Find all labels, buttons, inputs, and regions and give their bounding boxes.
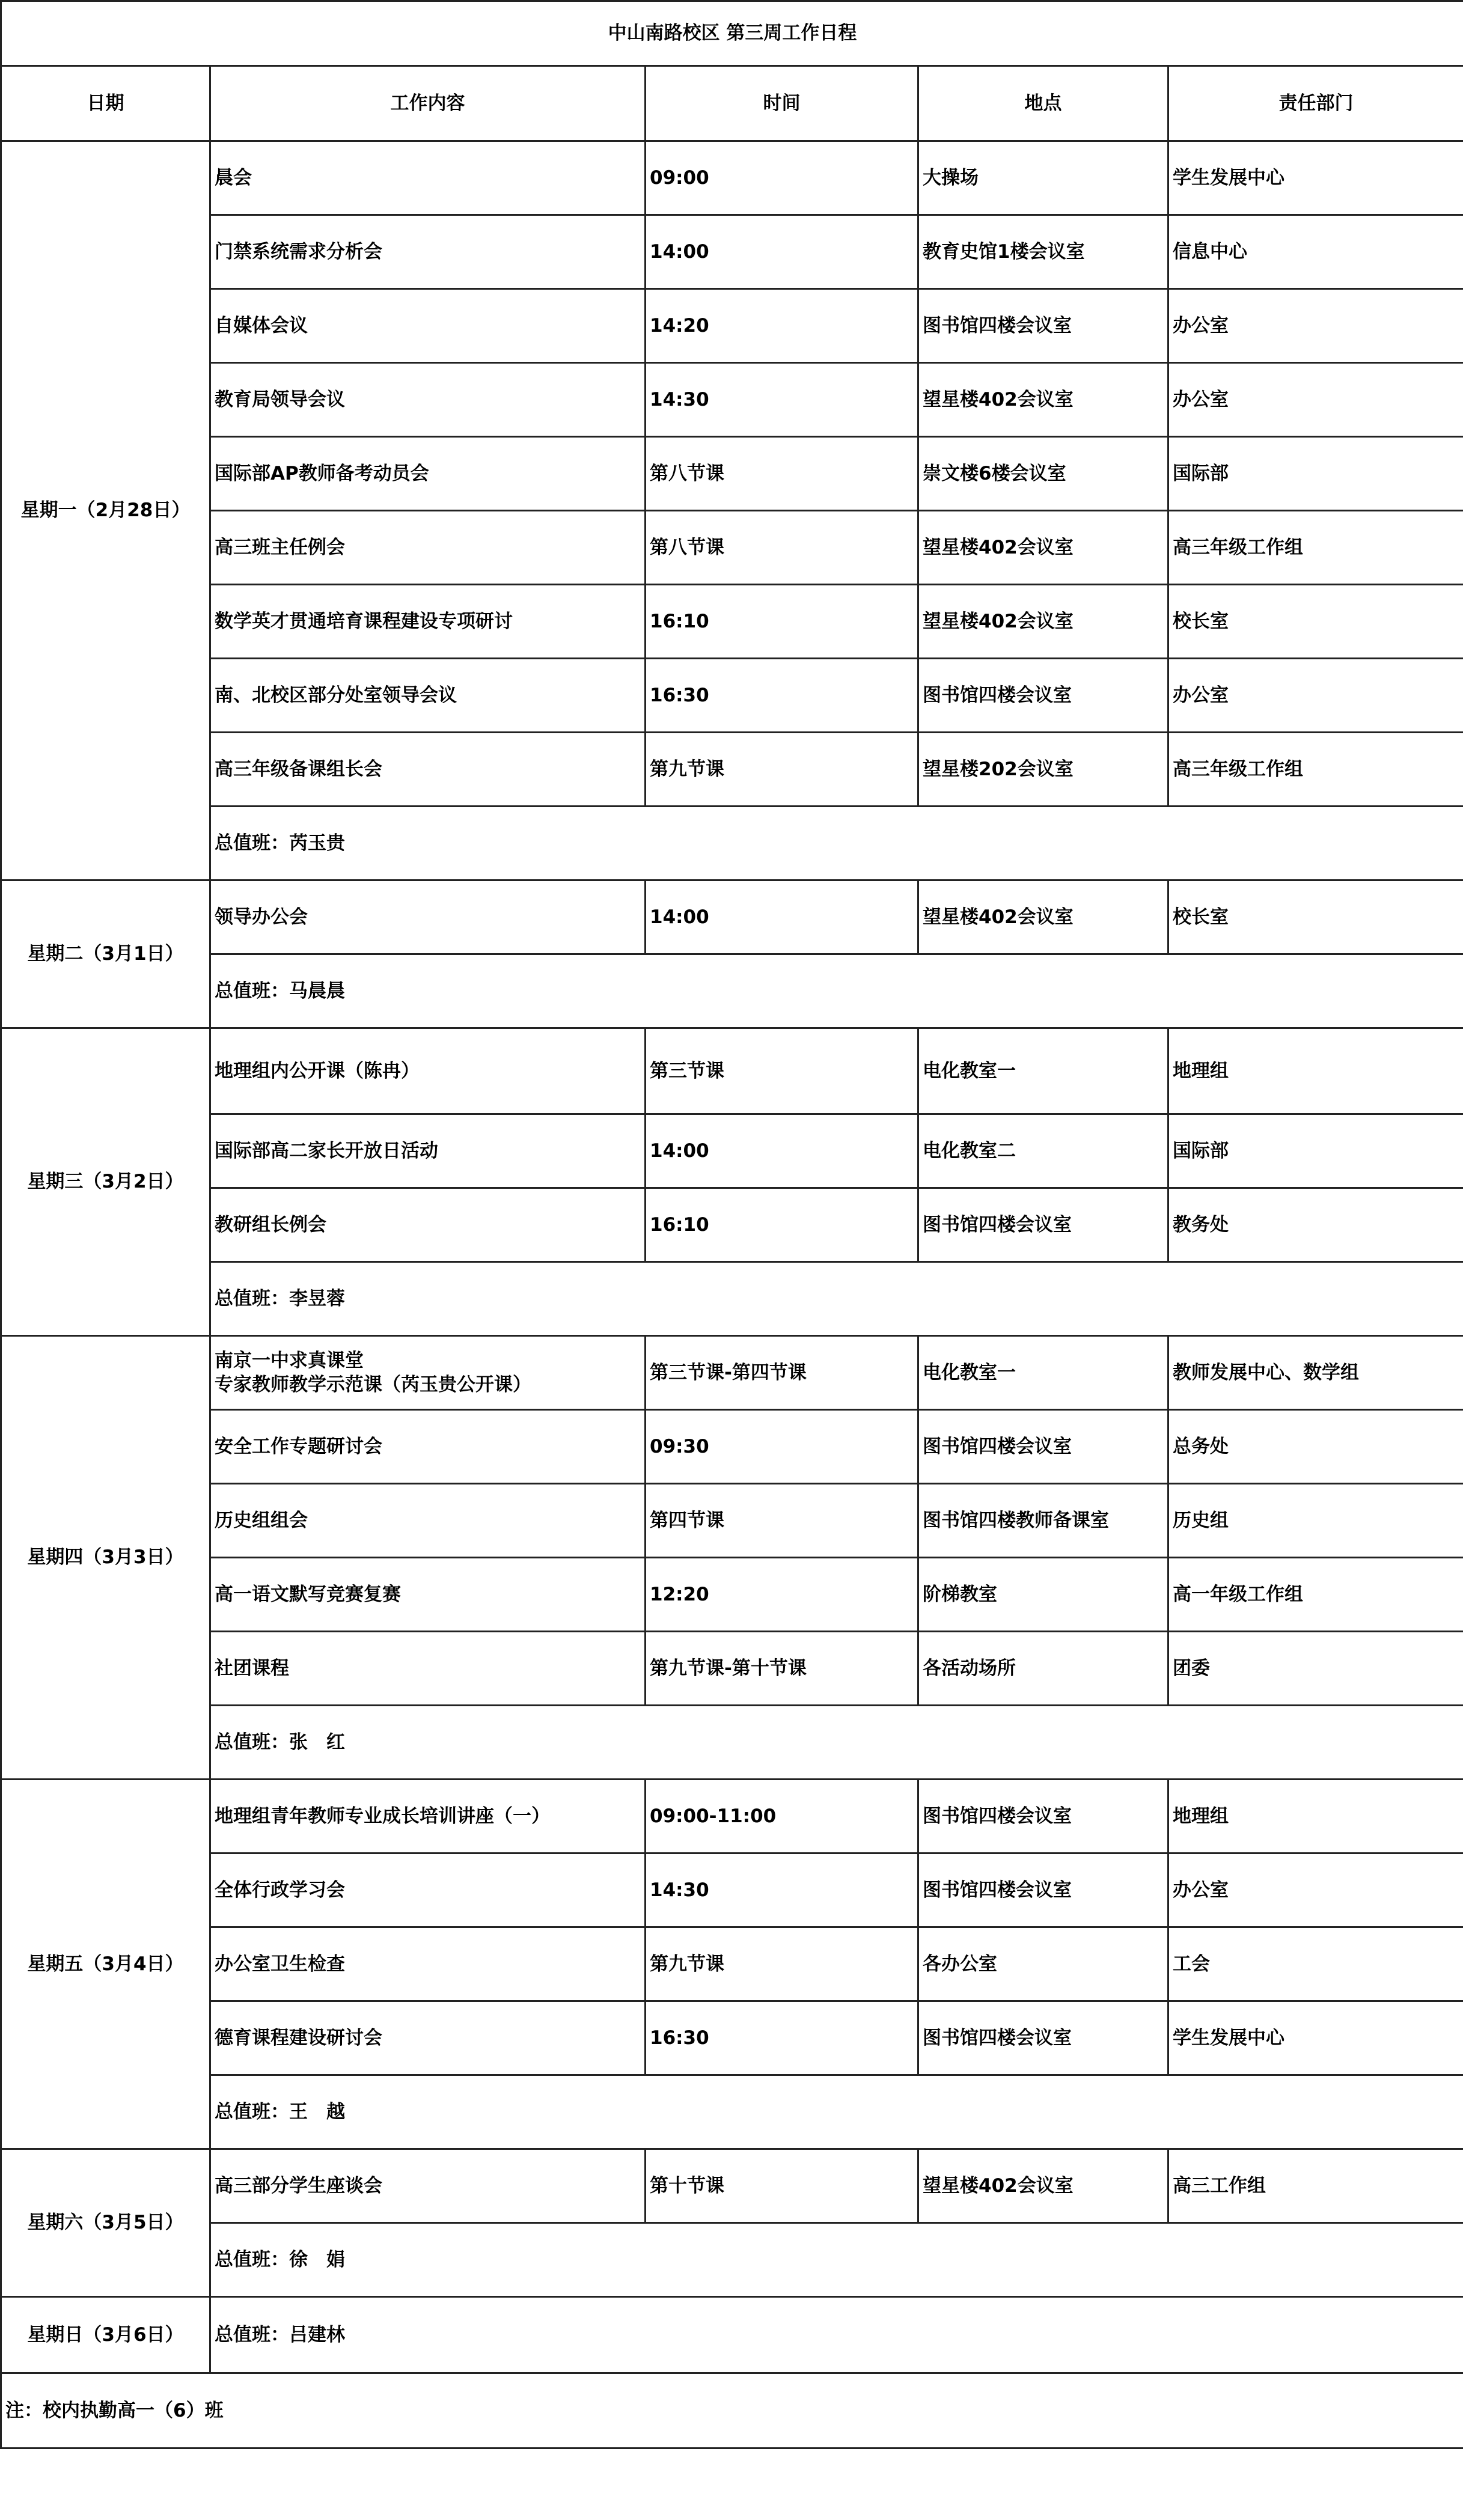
event-time: 第九节课: [646, 1927, 918, 2001]
event-row: [1, 1028, 1463, 1114]
event-time: 12:20: [646, 1558, 918, 1632]
event-content: 南、北校区部分处室领导会议: [210, 659, 646, 733]
event-row: [1, 1114, 1463, 1188]
event-content: 门禁系统需求分析会: [210, 215, 646, 289]
event-content: 地理组青年教师专业成长培训讲座（一）: [210, 1780, 646, 1853]
day-label: 星期二（3月1日）: [1, 880, 210, 1028]
event-content: 历史组组会: [210, 1484, 646, 1558]
header-date: 日期: [1, 66, 210, 141]
event-row: [1, 1410, 1463, 1484]
event-content: 领导办公会: [210, 880, 646, 954]
event-content: 高一语文默写竞赛复赛: [210, 1558, 646, 1632]
event-department: 办公室: [1168, 289, 1463, 363]
event-row: [1, 659, 1463, 733]
event-department: 工会: [1168, 1927, 1463, 2001]
event-location: 电化教室一: [918, 1028, 1168, 1114]
note-row: [1, 2373, 1463, 2448]
event-department: 教务处: [1168, 1188, 1463, 1262]
duty-row: [1, 807, 1463, 880]
event-location: 图书馆四楼会议室: [918, 2001, 1168, 2075]
event-location: 各活动场所: [918, 1632, 1168, 1706]
event-time: 第十节课: [646, 2149, 918, 2223]
event-department: 高三年级工作组: [1168, 511, 1463, 585]
event-time: 16:30: [646, 2001, 918, 2075]
event-row: [1, 289, 1463, 363]
event-location: 各办公室: [918, 1927, 1168, 2001]
event-department: 高三工作组: [1168, 2149, 1463, 2223]
event-department: 办公室: [1168, 1853, 1463, 1927]
event-time: 14:00: [646, 880, 918, 954]
event-department: 国际部: [1168, 1114, 1463, 1188]
event-location: 图书馆四楼教师备课室: [918, 1484, 1168, 1558]
header-row: [1, 66, 1463, 141]
event-department: 办公室: [1168, 363, 1463, 437]
event-content: 安全工作专题研讨会: [210, 1410, 646, 1484]
header-department: 责任部门: [1168, 66, 1463, 141]
event-row: [1, 511, 1463, 585]
event-content: 晨会: [210, 141, 646, 215]
event-row: [1, 2149, 1463, 2223]
event-time: 09:00: [646, 141, 918, 215]
event-department: 校长室: [1168, 585, 1463, 659]
event-department: 校长室: [1168, 880, 1463, 954]
event-row: [1, 1484, 1463, 1558]
event-time: 09:00-11:00: [646, 1780, 918, 1853]
event-content: 德育课程建设研讨会: [210, 2001, 646, 2075]
duty-row: [1, 1262, 1463, 1336]
event-location: 图书馆四楼会议室: [918, 1780, 1168, 1853]
event-location: 电化教室一: [918, 1336, 1168, 1410]
event-location: 望星楼402会议室: [918, 585, 1168, 659]
event-location: 图书馆四楼会议室: [918, 289, 1168, 363]
event-content: 数学英才贯通培育课程建设专项研讨: [210, 585, 646, 659]
day-label: 星期六（3月5日）: [1, 2149, 210, 2297]
duty-officer: 总值班：芮玉贵: [210, 807, 1463, 880]
event-location: 望星楼402会议室: [918, 363, 1168, 437]
event-row: [1, 141, 1463, 215]
event-location: 望星楼402会议室: [918, 511, 1168, 585]
event-content: 自媒体会议: [210, 289, 646, 363]
day-label: 星期五（3月4日）: [1, 1780, 210, 2149]
event-row: [1, 585, 1463, 659]
schedule-title: 中山南路校区 第三周工作日程: [1, 1, 1463, 66]
event-department: 高三年级工作组: [1168, 733, 1463, 807]
header-content: 工作内容: [210, 66, 646, 141]
event-time: 14:00: [646, 215, 918, 289]
event-department: 高一年级工作组: [1168, 1558, 1463, 1632]
event-location: 教育史馆1楼会议室: [918, 215, 1168, 289]
event-row: [1, 1632, 1463, 1706]
event-time: 第九节课-第十节课: [646, 1632, 918, 1706]
event-content: 教育局领导会议: [210, 363, 646, 437]
day-label: 星期三（3月2日）: [1, 1028, 210, 1336]
event-time: 第八节课: [646, 437, 918, 511]
event-row: [1, 1558, 1463, 1632]
schedule-note: 注：校内执勤高一（6）班: [1, 2373, 1463, 2448]
event-department: 地理组: [1168, 1028, 1463, 1114]
event-row: [1, 733, 1463, 807]
event-row: [1, 1780, 1463, 1853]
event-row: [1, 215, 1463, 289]
event-department: 学生发展中心: [1168, 2001, 1463, 2075]
event-time: 14:30: [646, 363, 918, 437]
day-label: 星期日（3月6日）: [1, 2297, 210, 2373]
event-department: 教师发展中心、数学组: [1168, 1336, 1463, 1410]
event-time: 第九节课: [646, 733, 918, 807]
event-location: 图书馆四楼会议室: [918, 1853, 1168, 1927]
duty-officer: 总值班：徐 娟: [210, 2223, 1463, 2297]
duty-row: [1, 2075, 1463, 2149]
event-content: 高三部分学生座谈会: [210, 2149, 646, 2223]
event-department: 信息中心: [1168, 215, 1463, 289]
event-content: 教研组长例会: [210, 1188, 646, 1262]
event-department: 地理组: [1168, 1780, 1463, 1853]
event-content: 国际部高二家长开放日活动: [210, 1114, 646, 1188]
duty-row: [1, 2223, 1463, 2297]
event-content: 高三年级备课组长会: [210, 733, 646, 807]
event-location: 图书馆四楼会议室: [918, 659, 1168, 733]
event-content: 高三班主任例会: [210, 511, 646, 585]
duty-officer: 总值班：吕建林: [210, 2297, 1463, 2373]
event-time: 16:10: [646, 585, 918, 659]
day-label: 星期四（3月3日）: [1, 1336, 210, 1780]
duty-officer: 总值班：张 红: [210, 1706, 1463, 1780]
duty-officer: 总值班：李昱蓉: [210, 1262, 1463, 1336]
event-time: 第八节课: [646, 511, 918, 585]
duty-row: [1, 2297, 1463, 2373]
event-location: 图书馆四楼会议室: [918, 1410, 1168, 1484]
event-location: 图书馆四楼会议室: [918, 1188, 1168, 1262]
event-row: [1, 1927, 1463, 2001]
event-location: 大操场: [918, 141, 1168, 215]
event-location: 望星楼402会议室: [918, 880, 1168, 954]
event-department: 总务处: [1168, 1410, 1463, 1484]
duty-row: [1, 954, 1463, 1028]
duty-officer: 总值班：王 越: [210, 2075, 1463, 2149]
header-location: 地点: [918, 66, 1168, 141]
event-department: 学生发展中心: [1168, 141, 1463, 215]
duty-officer: 总值班：马晨晨: [210, 954, 1463, 1028]
event-location: 阶梯教室: [918, 1558, 1168, 1632]
event-time: 14:20: [646, 289, 918, 363]
event-row: [1, 1188, 1463, 1262]
title-row: [1, 1, 1463, 66]
event-content: 国际部AP教师备考动员会: [210, 437, 646, 511]
event-department: 办公室: [1168, 659, 1463, 733]
event-content: 全体行政学习会: [210, 1853, 646, 1927]
event-location: 望星楼402会议室: [918, 2149, 1168, 2223]
day-label: 星期一（2月28日）: [1, 141, 210, 880]
event-content: 社团课程: [210, 1632, 646, 1706]
event-department: 国际部: [1168, 437, 1463, 511]
event-department: 历史组: [1168, 1484, 1463, 1558]
event-department: 团委: [1168, 1632, 1463, 1706]
event-time: 第四节课: [646, 1484, 918, 1558]
event-location: 崇文楼6楼会议室: [918, 437, 1168, 511]
event-location: 望星楼202会议室: [918, 733, 1168, 807]
event-row: [1, 2001, 1463, 2075]
event-row: [1, 1336, 1463, 1410]
event-time: 第三节课: [646, 1028, 918, 1114]
event-time: 09:30: [646, 1410, 918, 1484]
event-time: 16:10: [646, 1188, 918, 1262]
event-content: 南京一中求真课堂 专家教师教学示范课（芮玉贵公开课）: [210, 1336, 646, 1410]
event-time: 14:00: [646, 1114, 918, 1188]
event-time: 16:30: [646, 659, 918, 733]
event-time: 第三节课-第四节课: [646, 1336, 918, 1410]
event-time: 14:30: [646, 1853, 918, 1927]
event-row: [1, 880, 1463, 954]
event-content: 地理组内公开课（陈冉）: [210, 1028, 646, 1114]
event-row: [1, 1853, 1463, 1927]
duty-row: [1, 1706, 1463, 1780]
header-time: 时间: [646, 66, 918, 141]
event-row: [1, 363, 1463, 437]
event-location: 电化教室二: [918, 1114, 1168, 1188]
event-content: 办公室卫生检查: [210, 1927, 646, 2001]
event-row: [1, 437, 1463, 511]
